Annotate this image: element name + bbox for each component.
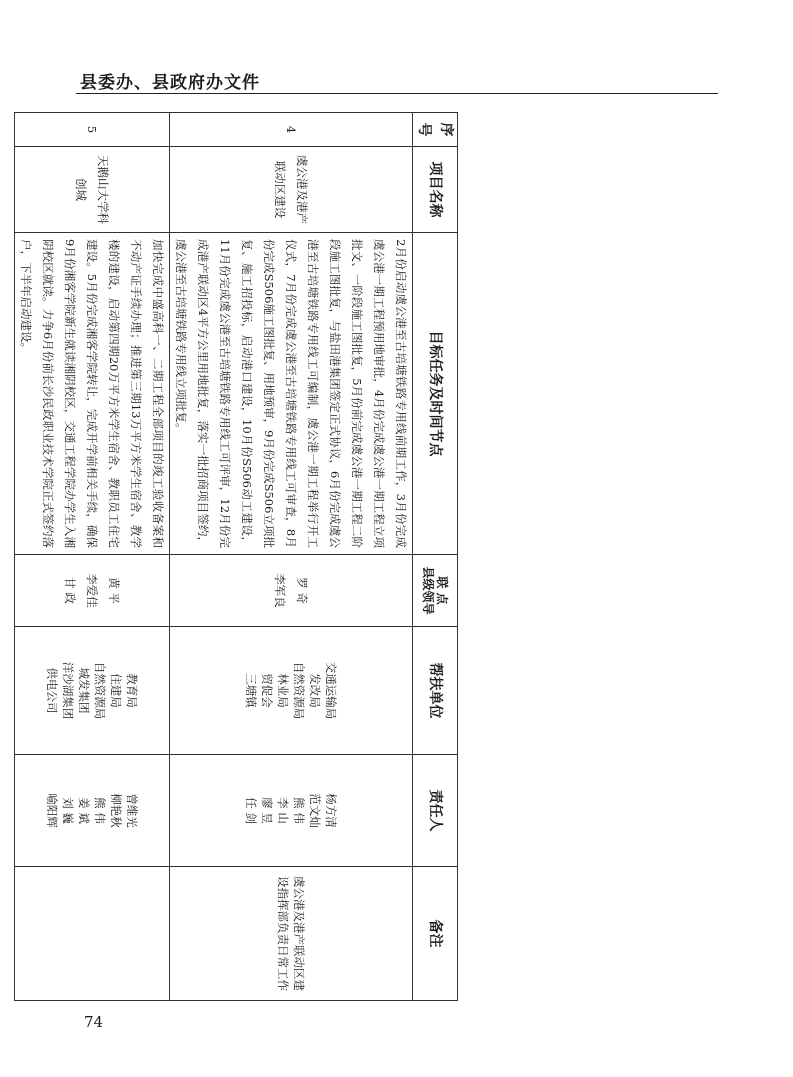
task-description: 2月份启动虞公港至古培塘铁路专用线前期工作，3月份完成虞公港一期工程预用地审批，4月份完成虞公港一期工程立项批文、一阶段施工图批复，5月份前完成虞公港一期工程二阶段施工图批复，与盐田港集团签定正式协议，6月份完成虞公港至古培塘铁路专用线工可编制，虞公港一期工程举行开工仪式，7月份完成虞公港至古培塘铁路专用线工可审查，8月份完成S506施工图批复、用地预审，9月份完成S506立项批复、施工招投标，启动港口建设，10月份S506动工建设，11月份完成虞公港至古培塘铁路专用线工可评审，12月份完成港产联动区4平方公里用地批复，落实一批招商项目签约，虞公港至古培塘铁路专用线立项批复。 bbox=[170, 233, 413, 555]
column-header-leaders: 联 点 县级领导 bbox=[413, 555, 458, 627]
remarks bbox=[15, 867, 170, 1001]
header-divider bbox=[76, 93, 718, 94]
table-row bbox=[15, 113, 170, 1001]
row-number: 4 bbox=[170, 113, 413, 147]
support-units: 交通运输局 发改局 自然资源局 林业局 贸促会 三塘镇 bbox=[170, 627, 413, 755]
row-number: 5 bbox=[15, 113, 170, 147]
column-header-remarks: 备注 bbox=[413, 867, 458, 1001]
table-header-row bbox=[413, 113, 458, 1001]
support-units: 教育局 住建局 自然资源局 城发集团 洋沙湖集团 供电公司 bbox=[15, 627, 170, 755]
responsible-persons: 曾维光 柳艳秋 熊 伟 姜 斌 刘 巍 喻阳辉 bbox=[15, 755, 170, 867]
column-header-persons: 责任人 bbox=[413, 755, 458, 867]
column-header-project: 项目名称 bbox=[413, 147, 458, 233]
project-name: 天鹅山大学科创城 bbox=[15, 147, 170, 233]
responsible-persons: 杨方清 范文灿 熊 伟 李 山 廖 昱 任 剑 bbox=[170, 755, 413, 867]
page-number: 74 bbox=[84, 1013, 104, 1031]
project-task-table bbox=[14, 112, 458, 1001]
document-header-title: 县委办、县政府办文件 bbox=[80, 73, 260, 93]
table-row bbox=[170, 113, 413, 1001]
county-leaders: 罗 奇 李军良 bbox=[170, 555, 413, 627]
project-name: 虞公港及港产联动区建设 bbox=[170, 147, 413, 233]
task-description: 加快完成中盛高科一、二期工程全部项目的竣工验收备案和不动产证手续办理；推进第三期13万平方米学生宿舍、教学楼的建设，启动第四期20万平方米学生宿舍、教职员工住宅建设。5月份完成湘客学院转让，完成开学前相关手续，确保9月份湘客学院新生就读湘阴校区，交通工程学院办学生入湘阴校区就读。力争6月份前长沙民政职业技术学院正式签约落户，下半年启动建设。 bbox=[15, 233, 170, 555]
remarks: 虞公港及港产联动区建设指挥部负责日常工作 bbox=[170, 867, 413, 1001]
county-leaders: 黄 平 李爱佳 甘 政 bbox=[15, 555, 170, 627]
rotated-table-container bbox=[19, 112, 458, 1000]
column-header-tasks: 目标任务及时间节点 bbox=[413, 233, 458, 555]
column-header-no: 序号 bbox=[413, 113, 458, 147]
column-header-units: 帮扶单位 bbox=[413, 627, 458, 755]
